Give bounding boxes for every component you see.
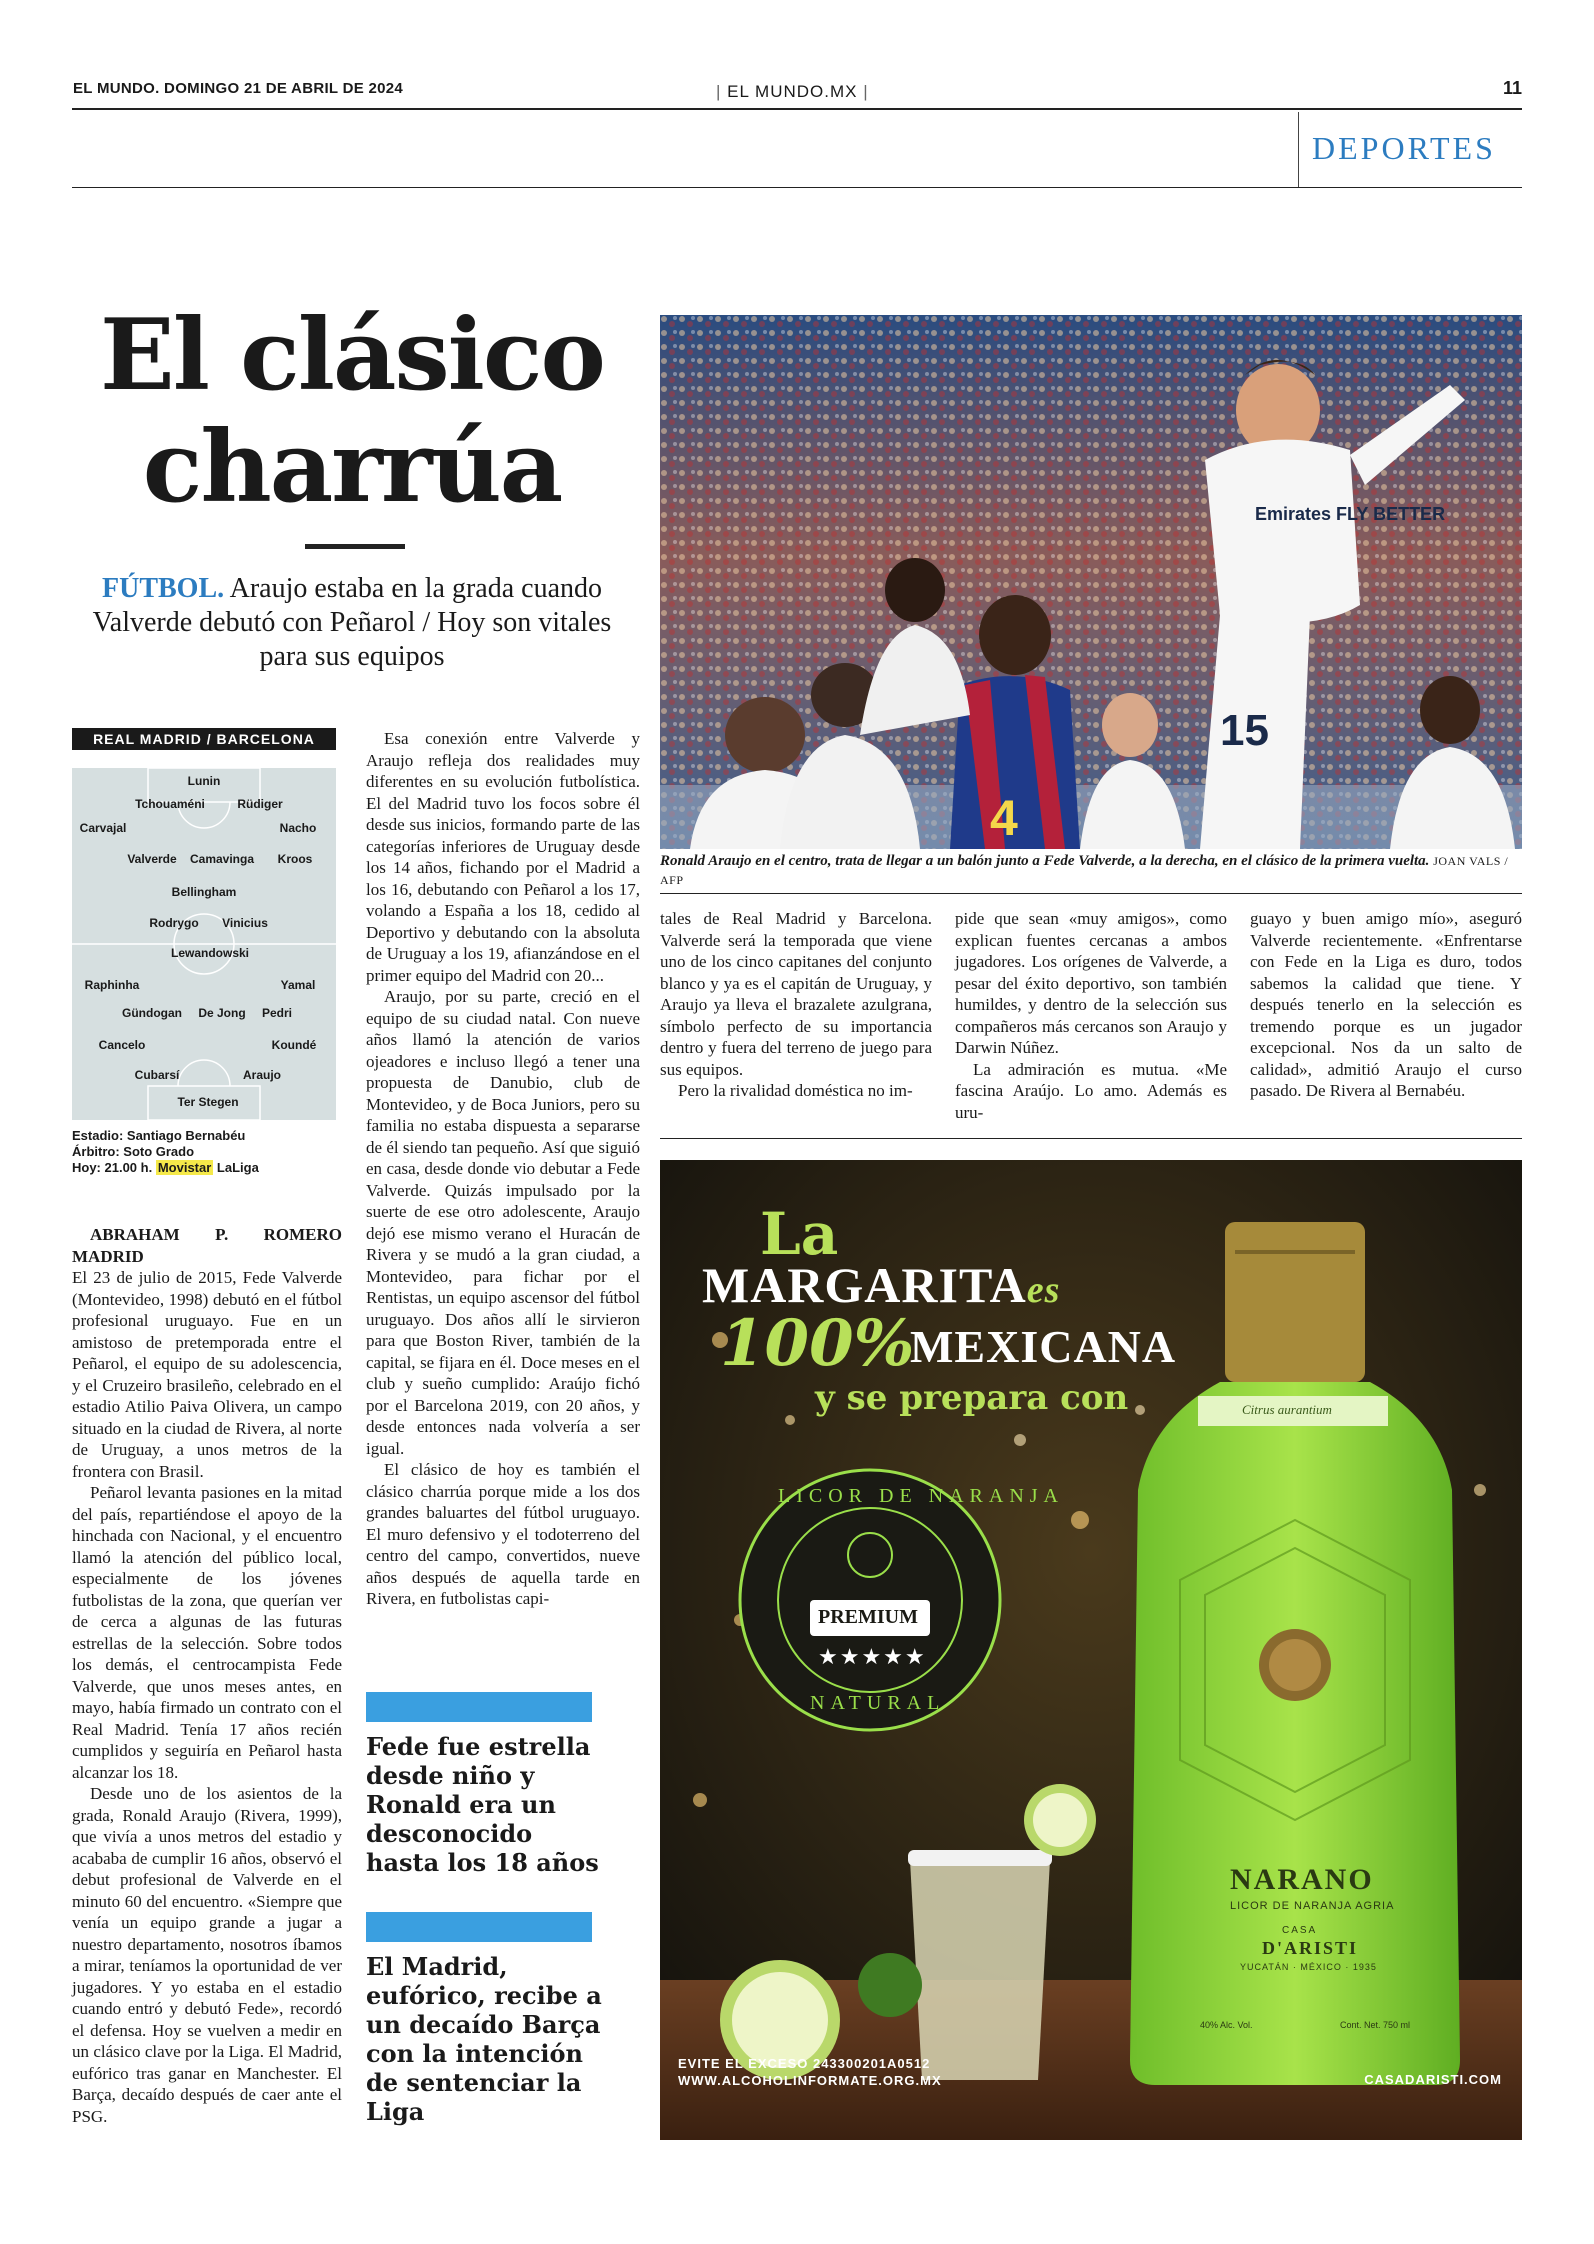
paragraph: Araujo, por su parte, creció en el equipo de su ciudad natal. Con nueve años llamó la atención de varios ojeadores e incluso llegó a tener una propuesta de Danubio, club de Montevideo, y de Boca Juniors, pero su familia no estaba dispuesta a separarse de él siendo tan pequeño. Así que siguió en casa, desde donde vio debutar a Fede Valverde. Quizás impulsado por la suerte de ese otro adolescente, Araujo dejó ese mismo verano el Huracán de Rivera y se mudó a la gran ciudad, a Montevideo, para fichar por el Rentistas, un equipo ascensor del fútbol uruguayo. Dos años allí le sirvieron para que Boston River, también de la capital, se fijara en él. Doce meses en el club y sueño cumplido: Araújo fichó por el Barcelona 2019, con 20 años, y desde entonces nada volvería a ser igual. <box>366 987 640 1458</box>
ad-warning-text: EVITE EL EXCESO 243300201A0512 <box>678 2056 931 2071</box>
player-yamal: Yamal <box>280 978 316 992</box>
site-name: | EL MUNDO.MX | <box>716 82 869 101</box>
player-terstegen: Ter Stegen <box>177 1095 239 1109</box>
referee: Árbitro: Soto Grado <box>72 1144 195 1159</box>
bottle-volume: Cont. Net. 750 ml <box>1340 2020 1411 2030</box>
seal-stars: ★★★★★ <box>818 1644 927 1669</box>
paragraph: El 23 de julio de 2015, Fede Valverde (Montevideo, 1998) debutó en el fútbol profesional uruguayo. Fue en un amistoso de pretemporada entre el Peñarol, el equipo de su adolescencia, y el Cruzeiro brasileño, celebrado en el estadio Atilio Paiva Olivera, un campo situado en la ciudad de Rivera, al norte de Uruguay, a unos metros de la frontera con Brasil. <box>72 1268 342 1481</box>
section-divider <box>1298 112 1299 188</box>
date-line: EL MUNDO. DOMINGO 21 DE ABRIL DE 2024 <box>73 80 404 97</box>
site-label: EL MUNDO.MX <box>727 82 858 101</box>
subhead-text: Araujo estaba en la grada cuando Valverde debutó con Peñarol / Hoy son vitales para sus equipos <box>92 573 612 672</box>
ad-warning-site: WWW.ALCOHOLINFORMATE.ORG.MX <box>678 2073 942 2088</box>
player-bellingham: Bellingham <box>171 885 237 899</box>
advertisement <box>660 1160 1522 2140</box>
seal-bottom-text: NATURAL <box>810 1692 946 1714</box>
subhead <box>72 572 632 674</box>
section-rule <box>72 187 1522 188</box>
player-lewandowski: Lewandowski <box>170 946 250 960</box>
ad-margarita-word: MARGARITA <box>702 1257 1027 1313</box>
bottle-brand: NARANO <box>1230 1863 1374 1896</box>
paragraph: Pero la rivalidad doméstica no im- <box>678 1081 913 1100</box>
photo-illustration <box>660 315 1522 849</box>
player-cancelo: Cancelo <box>98 1038 146 1052</box>
article-column-4 <box>955 908 1227 1123</box>
player-lunin: Lunin <box>187 774 221 788</box>
pullquote-bar <box>366 1912 592 1942</box>
match-photo <box>660 315 1522 849</box>
paragraph: Esa conexión entre Valverde y Araujo refleja dos realidades muy diferentes en su evolución futbolística. El del Madrid tuvo los focos sobre él desde sus inicios, formando parte de las categorías inferiores de Uruguay desde los 14 años, fichando por el Madrid a los 16, debutando con Peñarol a los 17, volando a España a los 18, cedido al Deportivo y debutando con la absoluta de Uruguay a los 19, afianzándose en el primer equipo del Madrid con 20... <box>366 729 640 985</box>
player-araujo: Araujo <box>242 1068 282 1082</box>
player-cubarsi: Cubarsí <box>134 1068 180 1082</box>
headline-line-1: El clásico <box>100 298 604 413</box>
lineup-title: REAL MADRID / BARCELONA <box>72 728 336 750</box>
article-column-3 <box>660 908 932 1102</box>
player-tchouameni: Tchouaméni <box>135 797 205 811</box>
article-column-2 <box>366 728 640 1610</box>
player-kroos: Kroos <box>277 852 313 866</box>
header-rule <box>72 108 1522 110</box>
paragraph: La admiración es mutua. «Me fascina Araújo. Lo amo. Además es uru- <box>955 1059 1227 1122</box>
caption-text: Ronald Araujo en el centro, trata de llegar a un balón junto a Fede Valverde, a la derecha, en el clásico de la primera vuelta. <box>660 853 1430 869</box>
article-column-5 <box>1250 908 1522 1102</box>
player-valverde: Valverde <box>127 852 177 866</box>
player-camavinga: Camavinga <box>189 852 255 866</box>
seal-top-text: LICOR DE NARANJA <box>778 1485 1064 1507</box>
player-gundogan: Gündogan <box>122 1006 182 1020</box>
player-vinicius: Vinicius <box>222 916 268 930</box>
stadium: Estadio: Santiago Bernabéu <box>72 1128 246 1143</box>
ad-hundred: 100% <box>720 1306 915 1381</box>
player-nacho: Nacho <box>279 821 317 835</box>
pullquote-2: El Madrid, eufórico, recibe a un decaído Barça con la intención de sentenciar la Liga <box>366 1952 602 2126</box>
maker-casa: CASA <box>1282 1925 1318 1936</box>
player-dejong: De Jong <box>198 1006 246 1020</box>
ad-rule <box>660 1138 1522 1139</box>
maker-sub: YUCATÁN · MÉXICO · 1935 <box>1240 1962 1377 1972</box>
headline-rule <box>305 544 405 549</box>
match-info <box>72 1128 259 1176</box>
photo-credit: JOAN VALS / AFP <box>660 854 1509 887</box>
player-carvajal: Carvajal <box>79 821 127 835</box>
shirt-sponsor: Emirates FLY BETTER <box>1255 504 1446 524</box>
headline-line-2: charrúa <box>142 410 562 525</box>
headline <box>72 300 632 524</box>
broadcaster: Movistar <box>157 1160 212 1175</box>
pullquote-1: Fede fue estrella desde niño y Ronald era un desconocido hasta los 18 años <box>366 1732 599 1877</box>
article-column-1 <box>72 1224 342 2127</box>
photo-caption <box>660 852 1522 890</box>
bottle-label: Citrus aurantium <box>1242 1402 1332 1417</box>
bottle-abv: 40% Alc. Vol. <box>1200 2020 1253 2030</box>
kickoff <box>72 1160 259 1176</box>
caption-rule <box>660 893 1522 894</box>
byline: ABRAHAM P. ROMERO <box>90 1225 342 1244</box>
player-kounde: Koundé <box>271 1038 317 1052</box>
ad-es: es <box>1026 1269 1061 1311</box>
ad-mexicana: MEXICANA <box>910 1321 1177 1372</box>
kicker: FÚTBOL. <box>102 573 225 604</box>
pullquote-bar <box>366 1692 592 1722</box>
kickoff-time: Hoy: 21.00 h. <box>72 1160 153 1175</box>
paragraph: Peñarol levanta pasiones en la mitad del país, repartiéndose el apoyo de la hinchada con Nacional, y el encuentro llamó la atención del público local, especialmente de los jóvenes futbolistas de la zona, que querían ver de cerca a algunas de las futuras estrellas de la selección. Sobre todos los demás, el centrocampista Fede Valverde, que unos meses antes, en mayo, había firmado un contrato con el Real Madrid. Tenía 17 años recién cumplidos y seguiría en Peñarol hasta alcanzar los 18. <box>72 1483 342 1782</box>
paragraph: tales de Real Madrid y Barcelona. Valverde será la temporada que viene uno de los cinco capitanes del conjunto blanco y ya es el capitán de Uruguay, y Araujo ya lleva el brazalete azulgrana, símbolo perfecto de su importancia dentro y fuera del terreno de juego para sus equipos. <box>660 909 932 1079</box>
page-number: 11 <box>1502 78 1522 98</box>
player-pedri: Pedri <box>261 1006 293 1020</box>
paragraph: pide que sean «muy amigos», como explican fuentes cercanas a ambos jugadores. Los orígenes de Valverde, a pesar del éxito deportivo, son también humildes, y dentro de la selección sus compañeros más cercanos son Araujo y Darwin Núñez. <box>955 909 1227 1057</box>
byline-city: MADRID <box>72 1246 144 1266</box>
maker-name: D'ARISTI <box>1262 1938 1359 1958</box>
shirt-number-15: 15 <box>1220 706 1269 755</box>
paragraph: Desde uno de los asientos de la grada, Ronald Araujo (Rivera, 1999), que vivía a unos metros del estadio y acababa de cumplir 16 años, observó el debut profesional de Valverde en el minuto 60 del encuentro. «Siempre que venía un equipo grande a jugar a nuestro departamento, nosotros íbamos a mirar, teníamos la oportunidad de ver jugadores. Y yo estaba en el estadio cuando entró y debutó Fede», recordó el defensa. Hoy se vuelven a medir en un clásico clave por la Liga. El Madrid, eufórico tras ganar en Manchester. El Barça, decaído después de caer ante el PSG. <box>72 1784 342 2126</box>
player-rudiger: Rüdiger <box>237 797 283 811</box>
ad-la: La <box>760 1200 839 1268</box>
player-rodrygo: Rodrygo <box>149 916 199 930</box>
shirt-number-4: 4 <box>990 790 1018 846</box>
ad-warning <box>678 2055 942 2089</box>
ad-prepara: y se prepara con <box>815 1378 1129 1418</box>
bottle-brand-sub: LICOR DE NARANJA AGRIA <box>1230 1900 1395 1912</box>
paragraph: El clásico de hoy es también el clásico charrúa porque mide a los dos grandes baluartes del fútbol uruguayo. El muro defensivo y el todoterreno del centro del campo, convertidos, nueve años después de aquella tarde en Rivera, en futbolistas capi- <box>366 1460 640 1608</box>
ad-website: CASADARISTI.COM <box>1364 2072 1502 2087</box>
lineup-pitch <box>72 768 336 1120</box>
broadcaster-suffix: LaLiga <box>216 1160 259 1175</box>
seal-premium: PREMIUM <box>818 1606 918 1628</box>
paragraph: guayo y buen amigo mío», aseguró Valverde recientemente. «Enfrentarse con Fede en la Liga es duro, todos sabemos la calidad que tiene. Y después tenerlo en la selección es tremendo porque es un jugador excepcional. Nos da un salto de calidad», admitió Araujo el curso pasado. De Rivera al Bernabéu. <box>1250 909 1522 1100</box>
player-raphinha: Raphinha <box>84 978 140 992</box>
section-label: DEPORTES <box>1312 130 1496 166</box>
